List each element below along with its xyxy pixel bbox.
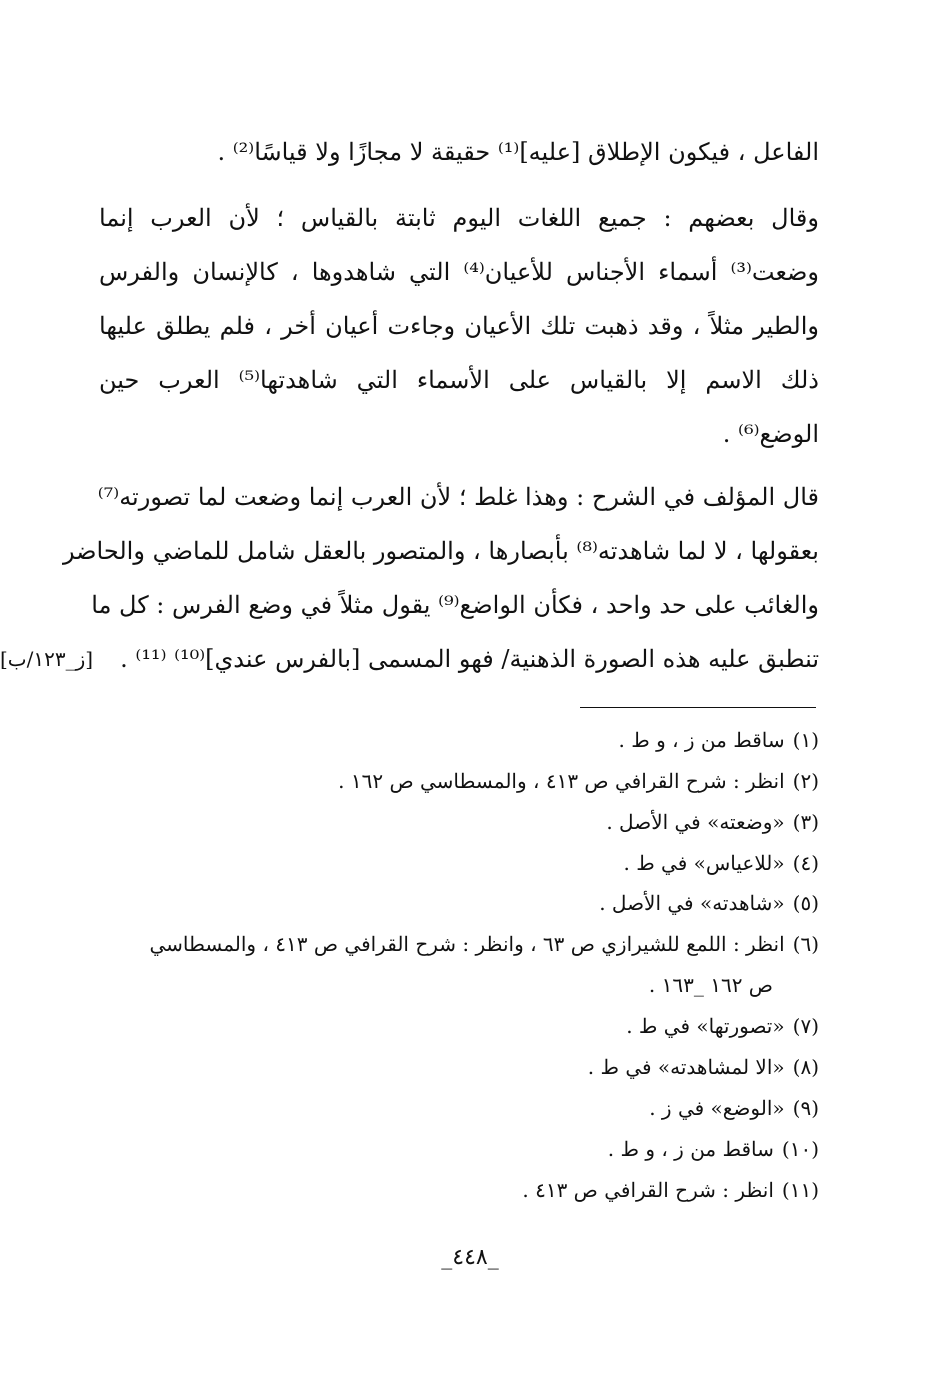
body-line-8: بعقولها ، لا لما شاهدته⁽⁸⁾ بأبصارها ، والمتصور بالعقل شامل للماضي والحاضر <box>62 537 819 565</box>
body-line-3: وضعت⁽³⁾ أسماء الأجناس للأعيان⁽⁴⁾ التي شاهدوها ، كالإنسان والفرس <box>99 258 819 286</box>
body-line-1: الفاعل ، فيكون الإطلاق [عليه]⁽¹⁾ حقيقة لا مجازًا ولا قياسًا⁽²⁾ . <box>217 138 819 166</box>
body-line-10: تنطبق عليه هذه الصورة الذهنية/ فهو المسمى [بالفرس عندي]⁽¹⁰⁾ ⁽¹¹⁾ . <box>120 645 819 673</box>
footnote-number: (١) <box>792 728 819 752</box>
page-number: _٤٤٨_ <box>441 1245 499 1270</box>
footnote-number: (٧) <box>792 1014 819 1038</box>
footnote-6 <box>104 929 819 959</box>
footnote-number: (١٠) <box>781 1137 819 1161</box>
footnote-11 <box>104 1175 819 1205</box>
body-line-9: والغائب على حد واحد ، فكأن الواضع⁽⁹⁾ يقول مثلاً في وضع الفرس : كل ما <box>91 591 819 619</box>
footnote-separator <box>580 707 816 708</box>
footnote-8 <box>104 1052 819 1082</box>
footnote-6-continuation: ص ١٦٢ _١٦٣ . <box>648 973 773 997</box>
footnote-text: «وضعته» في الأصل . <box>606 810 785 834</box>
body-line-6: الوضع⁽⁶⁾ . <box>722 420 819 448</box>
footnote-9 <box>104 1093 819 1123</box>
body-line-7: قال المؤلف في الشرح : وهذا غلط ؛ لأن العرب إنما وضعت لما تصورته⁽⁷⁾ <box>97 483 819 511</box>
footnote-4 <box>104 848 819 878</box>
footnote-text: انظر : شرح القرافي ص ٤١٣ ، والمسطاسي ص ١٦٢ . <box>338 769 785 793</box>
footnote-text: انظر : شرح القرافي ص ٤١٣ . <box>522 1178 774 1202</box>
footnote-number: (٢) <box>792 769 819 793</box>
footnote-1 <box>104 725 819 755</box>
footnote-7 <box>104 1011 819 1041</box>
footnote-number: (٨) <box>792 1055 819 1079</box>
body-line-5: ذلك الاسم إلا بالقياس على الأسماء التي شاهدتها⁽⁵⁾ العرب حين <box>99 366 819 394</box>
margin-folio-note: [ز_١٢٣/ب] <box>0 647 94 671</box>
footnote-text: ساقط من ز ، و ط . <box>618 728 785 752</box>
footnote-text: ساقط من ز ، و ط . <box>607 1137 774 1161</box>
footnote-text: «الا لمشاهدته» في ط . <box>587 1055 785 1079</box>
footnote-10 <box>104 1134 819 1164</box>
footnote-text: انظر : اللمع للشيرازي ص ٦٣ ، وانظر : شرح القرافي ص ٤١٣ ، والمسطاسي <box>149 932 785 956</box>
body-line-2: وقال بعضهم : جميع اللغات اليوم ثابتة بالقياس ؛ لأن العرب إنما <box>99 204 819 232</box>
footnote-number: (٦) <box>792 932 819 956</box>
footnote-number: (٩) <box>792 1096 819 1120</box>
footnote-number: (٥) <box>792 891 819 915</box>
footnote-text: «تصورتها» في ط . <box>626 1014 785 1038</box>
footnote-5 <box>104 888 819 918</box>
footnote-number: (٣) <box>792 810 819 834</box>
footnote-number: (٤) <box>792 851 819 875</box>
footnote-text: «شاهدته» في الأصل . <box>599 891 785 915</box>
footnote-text: «للاعياس» في ط . <box>623 851 785 875</box>
body-line-4: والطير مثلاً ، وقد ذهبت تلك الأعيان وجاءت أعيان أخر ، فلم يطلق عليها <box>99 312 819 340</box>
footnote-number: (١١) <box>781 1178 819 1202</box>
footnote-3 <box>104 807 819 837</box>
footnote-2 <box>104 766 819 796</box>
footnote-text: «الوضع» في ز . <box>649 1096 785 1120</box>
